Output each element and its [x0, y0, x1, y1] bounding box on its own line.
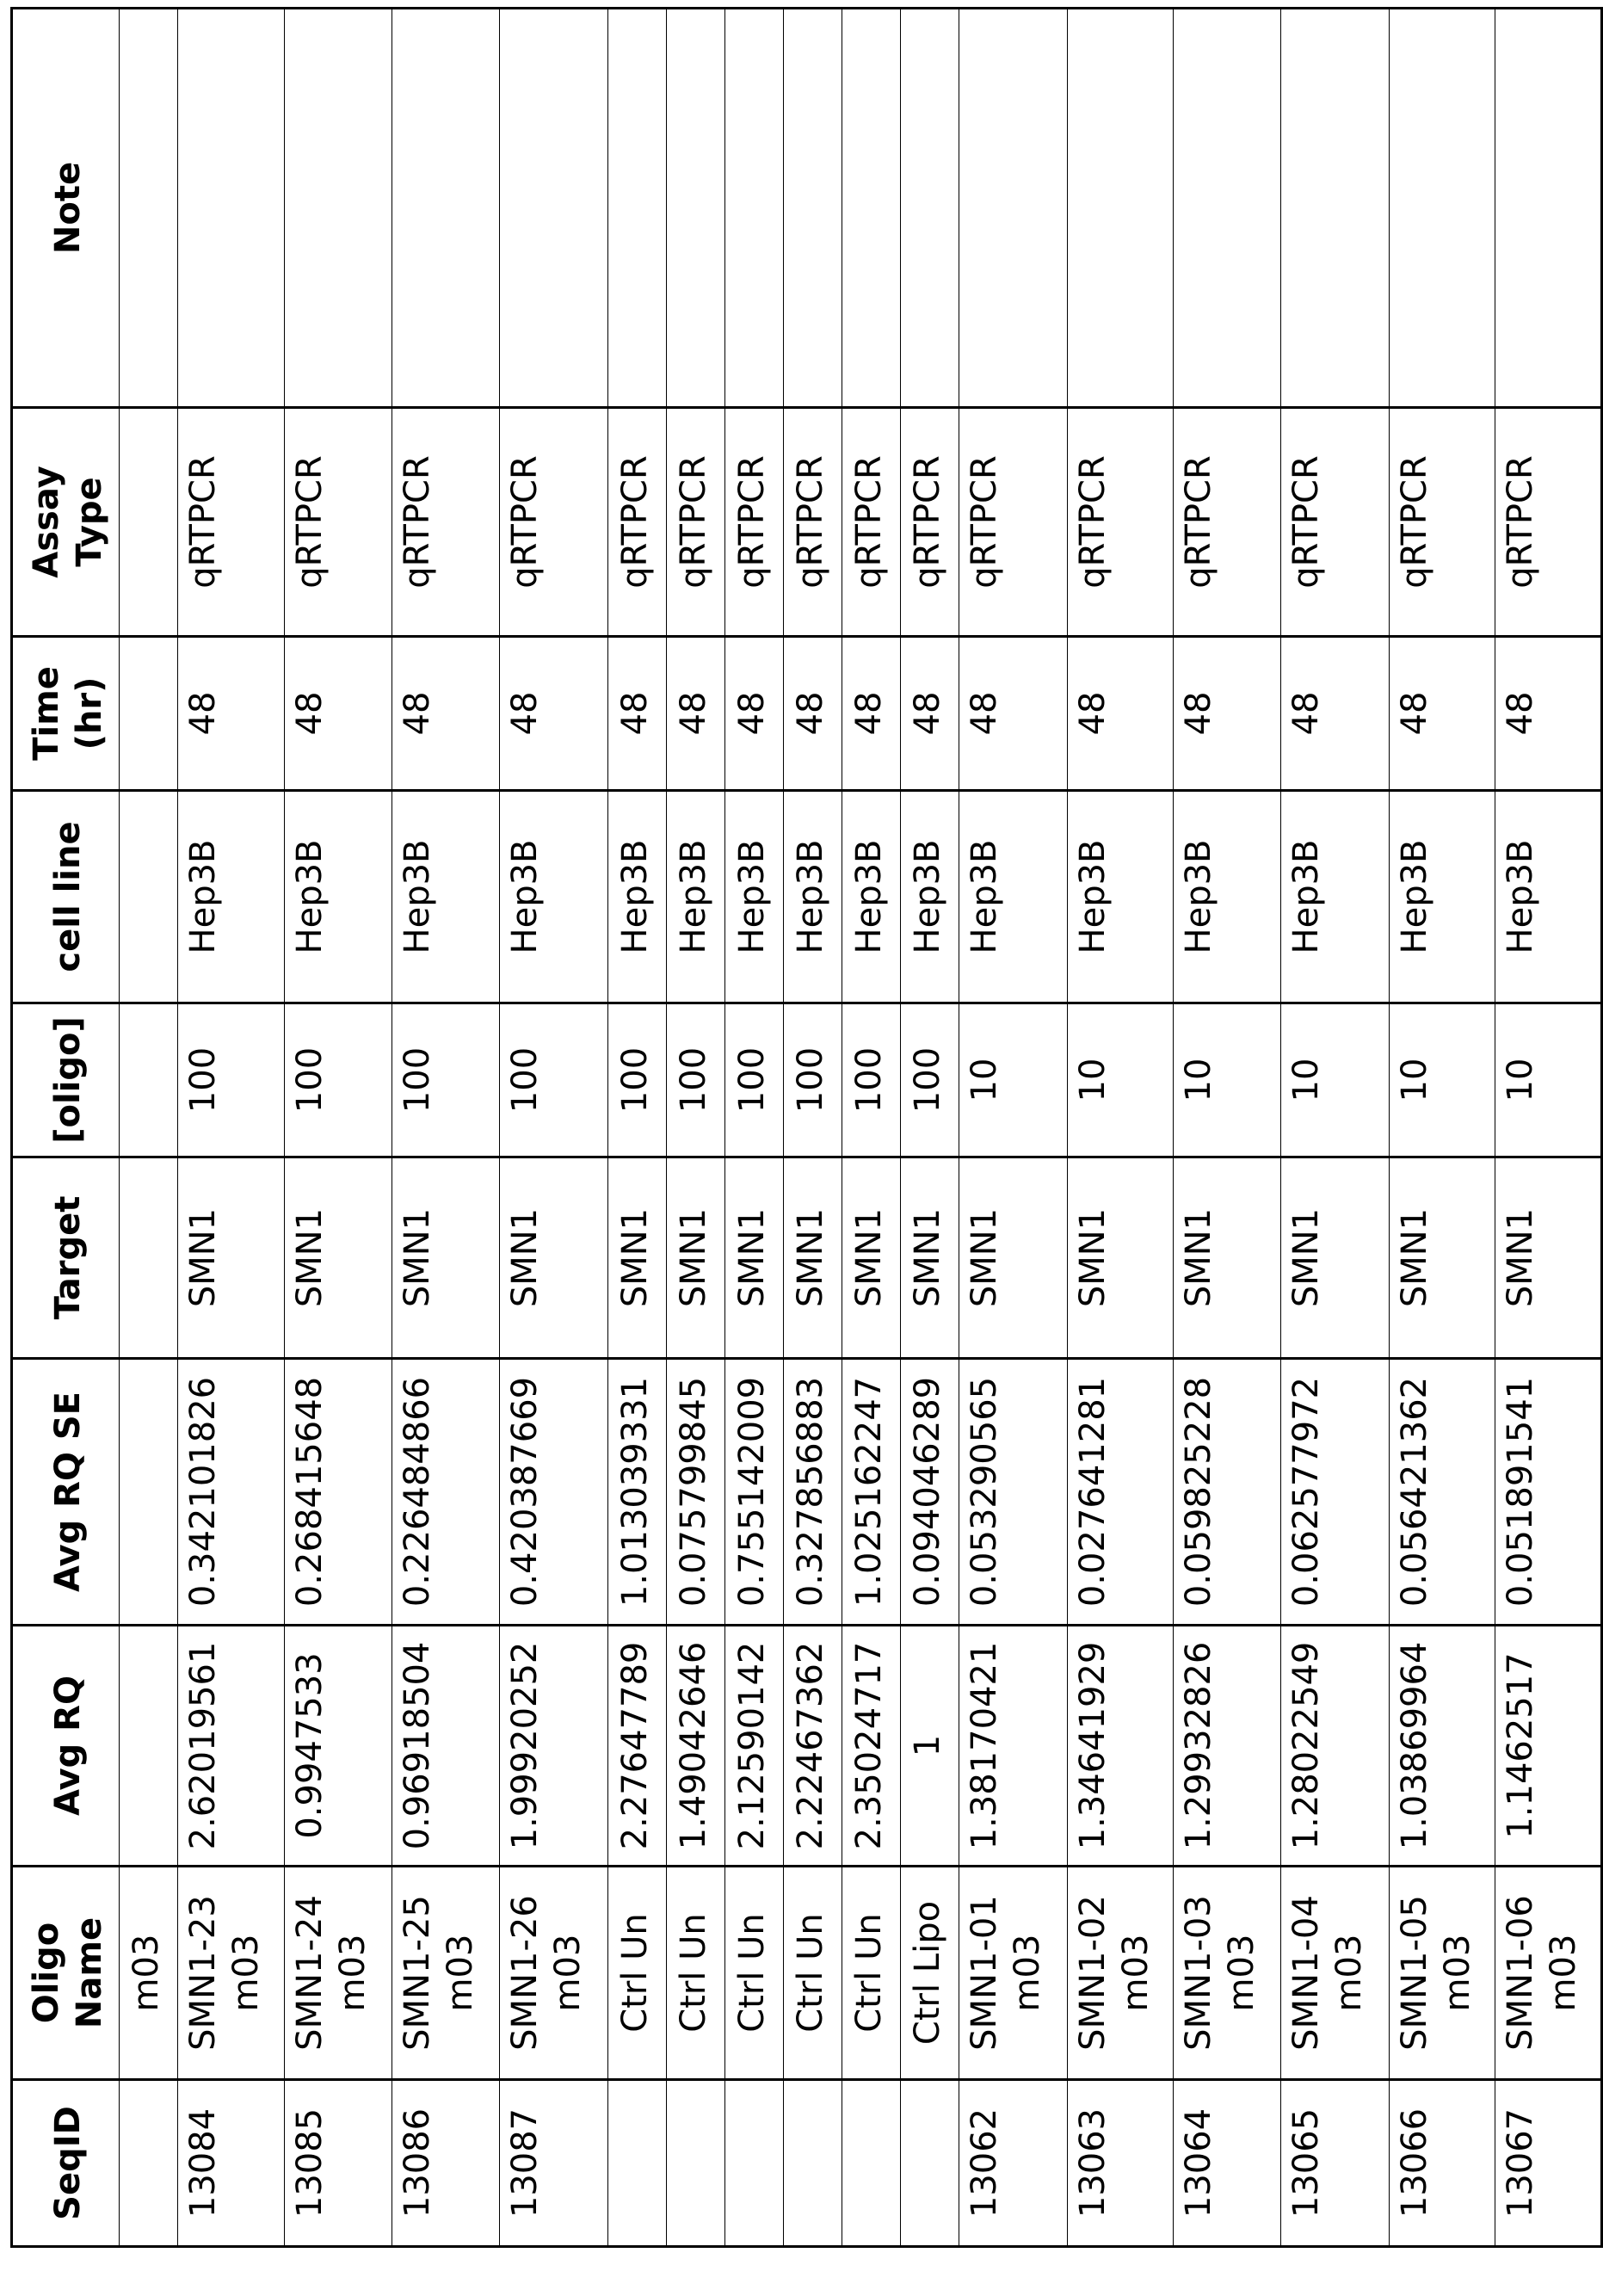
cell-cell-line: Hep3B: [392, 791, 500, 1003]
cell-avg-rq-se: 0.327856883: [784, 1359, 842, 1626]
cell-cell-line: Hep3B: [178, 791, 285, 1003]
cell-oligo-name: m03: [120, 1867, 178, 2080]
cell-oligo-name: SMN1-23 m03: [178, 1867, 285, 2080]
cell-seqid: 13087: [500, 2080, 608, 2247]
cell-cell-line: Hep3B: [1495, 791, 1602, 1003]
cell-avg-rq: 1.28022549: [1281, 1626, 1390, 1867]
cell-time-hr: 48: [285, 637, 392, 791]
header-target: Target: [12, 1157, 120, 1359]
cell-avg-rq: 1.34641929: [1068, 1626, 1174, 1867]
header-time-hr: Time (hr): [12, 637, 120, 791]
cell-avg-rq-se: 0.059825228: [1174, 1359, 1281, 1626]
cell-cell-line: Hep3B: [842, 791, 901, 1003]
cell-avg-rq: [120, 1626, 178, 1867]
cell-assay-type: qRTPCR: [784, 408, 842, 637]
cell-note: [392, 9, 500, 408]
cell-target: SMN1: [725, 1157, 784, 1359]
cell-avg-rq: 2.22467362: [784, 1626, 842, 1867]
cell-oligo-conc: 100: [725, 1003, 784, 1157]
cell-oligo-name: SMN1-05 m03: [1390, 1867, 1495, 2080]
cell-target: SMN1: [959, 1157, 1068, 1359]
header-avg-rq: Avg RQ: [12, 1626, 120, 1867]
table-row: [667, 9, 725, 2247]
cell-oligo-conc: 100: [842, 1003, 901, 1157]
cell-avg-rq-se: 0.053290565: [959, 1359, 1068, 1626]
table-row: [784, 9, 842, 2247]
cell-seqid: 13062: [959, 2080, 1068, 2247]
table-row: [1281, 9, 1390, 2247]
cell-oligo-name: SMN1-02 m03: [1068, 1867, 1174, 2080]
cell-cell-line: Hep3B: [608, 791, 667, 1003]
cell-assay-type: qRTPCR: [500, 408, 608, 637]
cell-seqid: [725, 2080, 784, 2247]
table-row: [120, 9, 178, 2247]
cell-avg-rq: 1: [901, 1626, 959, 1867]
cell-note: [500, 9, 608, 408]
cell-seqid: 13067: [1495, 2080, 1602, 2247]
cell-avg-rq: 0.96918504: [392, 1626, 500, 1867]
cell-assay-type: qRTPCR: [392, 408, 500, 637]
header-oligo-name: Oligo Name: [12, 1867, 120, 2080]
cell-assay-type: qRTPCR: [1068, 408, 1174, 637]
cell-assay-type: qRTPCR: [1281, 408, 1390, 637]
table-row: [1174, 9, 1281, 2247]
cell-note: [1281, 9, 1390, 408]
cell-target: SMN1: [784, 1157, 842, 1359]
cell-cell-line: Hep3B: [500, 791, 608, 1003]
cell-cell-line: Hep3B: [725, 791, 784, 1003]
cell-target: SMN1: [608, 1157, 667, 1359]
cell-note: [608, 9, 667, 408]
cell-seqid: [842, 2080, 901, 2247]
table-row: [178, 9, 285, 2247]
table-row: [725, 9, 784, 2247]
cell-target: SMN1: [392, 1157, 500, 1359]
cell-cell-line: Hep3B: [1390, 791, 1495, 1003]
cell-avg-rq: 2.12590142: [725, 1626, 784, 1867]
cell-seqid: [667, 2080, 725, 2247]
cell-note: [1068, 9, 1174, 408]
cell-assay-type: qRTPCR: [959, 408, 1068, 637]
cell-time-hr: 48: [392, 637, 500, 791]
cell-avg-rq-se: 0.062577972: [1281, 1359, 1390, 1626]
cell-avg-rq-se: 0.268415648: [285, 1359, 392, 1626]
cell-seqid: [901, 2080, 959, 2247]
cell-assay-type: qRTPCR: [1390, 408, 1495, 637]
cell-note: [784, 9, 842, 408]
cell-oligo-name: Ctrl Un: [608, 1867, 667, 2080]
cell-avg-rq-se: 0.755142009: [725, 1359, 784, 1626]
cell-time-hr: 48: [784, 637, 842, 791]
cell-seqid: [120, 2080, 178, 2247]
table-row: [959, 9, 1068, 2247]
cell-avg-rq-se: 0.051891541: [1495, 1359, 1602, 1626]
cell-oligo-conc: 100: [901, 1003, 959, 1157]
cell-time-hr: 48: [901, 637, 959, 791]
table-row: [392, 9, 500, 2247]
cell-cell-line: Hep3B: [784, 791, 842, 1003]
header-assay-type: Assay Type: [12, 408, 120, 637]
cell-time-hr: 48: [959, 637, 1068, 791]
cell-time-hr: 48: [608, 637, 667, 791]
cell-oligo-conc: 10: [1495, 1003, 1602, 1157]
cell-avg-rq: 2.62019561: [178, 1626, 285, 1867]
table-row: [500, 9, 608, 2247]
cell-avg-rq: 1.49042646: [667, 1626, 725, 1867]
cell-assay-type: qRTPCR: [608, 408, 667, 637]
cell-seqid: 13085: [285, 2080, 392, 2247]
cell-assay-type: [120, 408, 178, 637]
cell-avg-rq: 2.35024717: [842, 1626, 901, 1867]
cell-note: [120, 9, 178, 408]
cell-oligo-conc: 100: [285, 1003, 392, 1157]
results-table: [10, 7, 1603, 2248]
cell-assay-type: qRTPCR: [901, 408, 959, 637]
cell-note: [725, 9, 784, 408]
cell-target: SMN1: [1174, 1157, 1281, 1359]
cell-note: [1390, 9, 1495, 408]
cell-oligo-conc: 100: [784, 1003, 842, 1157]
cell-target: SMN1: [285, 1157, 392, 1359]
cell-target: SMN1: [1068, 1157, 1174, 1359]
cell-target: SMN1: [500, 1157, 608, 1359]
cell-cell-line: Hep3B: [901, 791, 959, 1003]
cell-target: SMN1: [1281, 1157, 1390, 1359]
cell-target: SMN1: [901, 1157, 959, 1359]
cell-oligo-conc: [120, 1003, 178, 1157]
cell-target: [120, 1157, 178, 1359]
cell-target: SMN1: [667, 1157, 725, 1359]
cell-oligo-name: Ctrl Un: [725, 1867, 784, 2080]
cell-oligo-name: SMN1-25 m03: [392, 1867, 500, 2080]
cell-avg-rq: 1.99920252: [500, 1626, 608, 1867]
table-row: [842, 9, 901, 2247]
cell-oligo-name: Ctrl Un: [667, 1867, 725, 2080]
cell-note: [667, 9, 725, 408]
cell-assay-type: qRTPCR: [842, 408, 901, 637]
cell-time-hr: 48: [1174, 637, 1281, 791]
cell-seqid: 13064: [1174, 2080, 1281, 2247]
table-row: [1068, 9, 1174, 2247]
cell-oligo-conc: 10: [1281, 1003, 1390, 1157]
cell-oligo-conc: 100: [608, 1003, 667, 1157]
cell-cell-line: Hep3B: [285, 791, 392, 1003]
cell-time-hr: 48: [1495, 637, 1602, 791]
cell-oligo-conc: 100: [392, 1003, 500, 1157]
header-seqid: SeqID: [12, 2080, 120, 2247]
cell-time-hr: 48: [500, 637, 608, 791]
header-row: [12, 9, 120, 2247]
cell-oligo-name: Ctrl Un: [842, 1867, 901, 2080]
cell-seqid: [608, 2080, 667, 2247]
cell-time-hr: 48: [725, 637, 784, 791]
cell-cell-line: Hep3B: [959, 791, 1068, 1003]
cell-oligo-conc: 100: [178, 1003, 285, 1157]
cell-assay-type: qRTPCR: [1174, 408, 1281, 637]
cell-seqid: 13066: [1390, 2080, 1495, 2247]
cell-avg-rq-se: 0.056421362: [1390, 1359, 1495, 1626]
cell-cell-line: Hep3B: [1068, 791, 1174, 1003]
cell-time-hr: 48: [1390, 637, 1495, 791]
header-oligo-conc: [oligo]: [12, 1003, 120, 1157]
cell-avg-rq: 1.1462517: [1495, 1626, 1602, 1867]
cell-oligo-conc: 10: [959, 1003, 1068, 1157]
cell-note: [959, 9, 1068, 408]
cell-avg-rq-se: 0.420387669: [500, 1359, 608, 1626]
cell-avg-rq-se: 0.075799845: [667, 1359, 725, 1626]
cell-seqid: 13086: [392, 2080, 500, 2247]
cell-note: [178, 9, 285, 408]
cell-oligo-conc: 100: [667, 1003, 725, 1157]
cell-avg-rq-se: 1.013039331: [608, 1359, 667, 1626]
cell-note: [1174, 9, 1281, 408]
cell-oligo-name: SMN1-03 m03: [1174, 1867, 1281, 2080]
cell-oligo-name: SMN1-06 m03: [1495, 1867, 1602, 2080]
cell-cell-line: [120, 791, 178, 1003]
cell-note: [1495, 9, 1602, 408]
cell-oligo-conc: 10: [1068, 1003, 1174, 1157]
header-avg-rq-se: Avg RQ SE: [12, 1359, 120, 1626]
cell-target: SMN1: [1495, 1157, 1602, 1359]
cell-avg-rq: 0.9947533: [285, 1626, 392, 1867]
cell-note: [285, 9, 392, 408]
cell-avg-rq: 1.38170421: [959, 1626, 1068, 1867]
cell-oligo-name: Ctrl Un: [784, 1867, 842, 2080]
cell-avg-rq: 1.29932826: [1174, 1626, 1281, 1867]
cell-seqid: 13084: [178, 2080, 285, 2247]
cell-assay-type: qRTPCR: [667, 408, 725, 637]
cell-avg-rq-se: 0.226484866: [392, 1359, 500, 1626]
cell-seqid: [784, 2080, 842, 2247]
cell-time-hr: 48: [842, 637, 901, 791]
cell-oligo-name: SMN1-04 m03: [1281, 1867, 1390, 2080]
cell-oligo-name: Ctrl Lipo: [901, 1867, 959, 2080]
rotated-table-page: [10, 7, 1603, 2248]
cell-avg-rq-se: 0.094046289: [901, 1359, 959, 1626]
cell-oligo-conc: 100: [500, 1003, 608, 1157]
cell-avg-rq: 2.27647789: [608, 1626, 667, 1867]
cell-avg-rq: 1.03869964: [1390, 1626, 1495, 1867]
cell-avg-rq-se: [120, 1359, 178, 1626]
cell-avg-rq-se: 0.027641281: [1068, 1359, 1174, 1626]
cell-avg-rq-se: 1.025162247: [842, 1359, 901, 1626]
cell-oligo-conc: 10: [1174, 1003, 1281, 1157]
cell-oligo-name: SMN1-24 m03: [285, 1867, 392, 2080]
cell-target: SMN1: [1390, 1157, 1495, 1359]
header-cell-line: cell line: [12, 791, 120, 1003]
cell-assay-type: qRTPCR: [178, 408, 285, 637]
table-row: [608, 9, 667, 2247]
table-row: [285, 9, 392, 2247]
cell-time-hr: 48: [1281, 637, 1390, 791]
cell-note: [842, 9, 901, 408]
table-row: [901, 9, 959, 2247]
cell-oligo-name: SMN1-01 m03: [959, 1867, 1068, 2080]
cell-assay-type: qRTPCR: [1495, 408, 1602, 637]
cell-assay-type: qRTPCR: [725, 408, 784, 637]
cell-cell-line: Hep3B: [1281, 791, 1390, 1003]
table-row: [1495, 9, 1602, 2247]
cell-avg-rq-se: 0.342101826: [178, 1359, 285, 1626]
table-row: [1390, 9, 1495, 2247]
cell-assay-type: qRTPCR: [285, 408, 392, 637]
cell-time-hr: 48: [178, 637, 285, 791]
cell-time-hr: [120, 637, 178, 791]
cell-note: [901, 9, 959, 408]
cell-oligo-conc: 10: [1390, 1003, 1495, 1157]
cell-time-hr: 48: [667, 637, 725, 791]
cell-seqid: 13065: [1281, 2080, 1390, 2247]
cell-seqid: 13063: [1068, 2080, 1174, 2247]
cell-time-hr: 48: [1068, 637, 1174, 791]
cell-cell-line: Hep3B: [1174, 791, 1281, 1003]
cell-target: SMN1: [842, 1157, 901, 1359]
cell-oligo-name: SMN1-26 m03: [500, 1867, 608, 2080]
cell-cell-line: Hep3B: [667, 791, 725, 1003]
header-note: Note: [12, 9, 120, 408]
cell-target: SMN1: [178, 1157, 285, 1359]
